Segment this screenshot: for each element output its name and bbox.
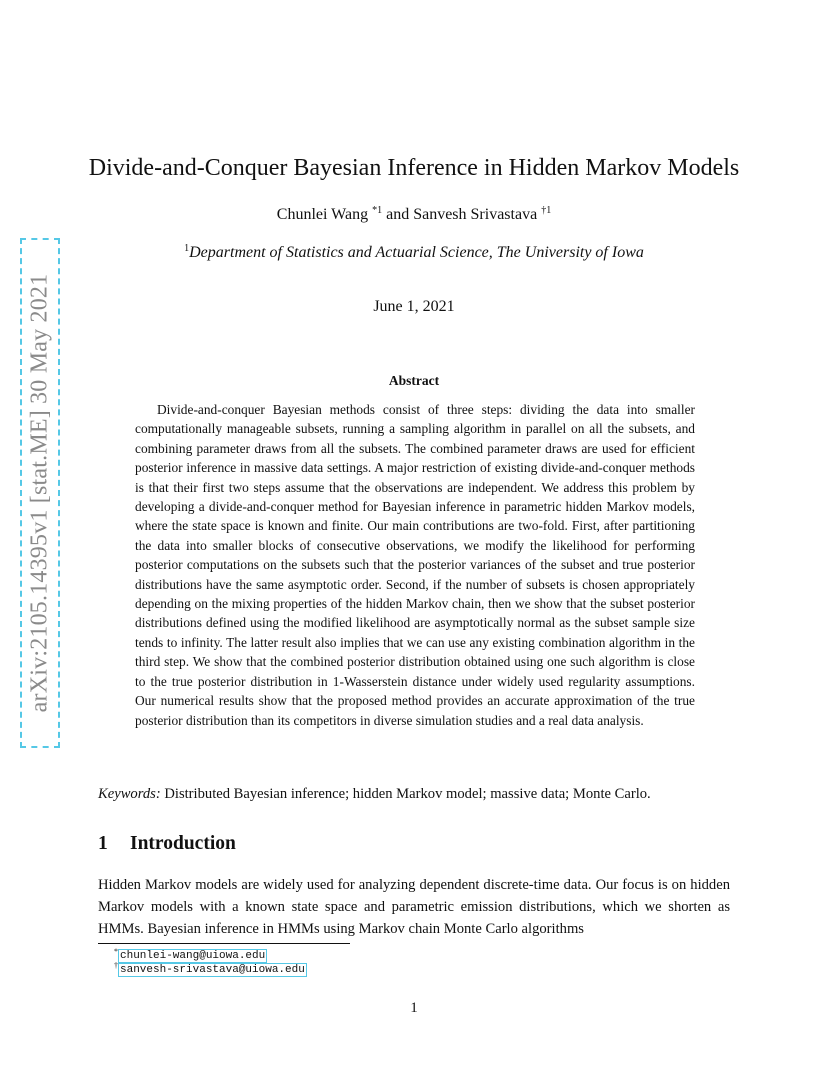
section-heading: [98, 833, 236, 855]
footnote-rule: [98, 943, 350, 944]
footnote-mark-2: †: [114, 961, 118, 970]
footnote-mark-1: *: [114, 947, 118, 956]
abstract-heading: Abstract: [388, 373, 440, 388]
email-link-2[interactable]: sanvesh-srivastava@uiowa.edu: [120, 964, 305, 976]
section-title: Introduction: [130, 833, 236, 854]
author-mark-1: *1: [372, 205, 383, 216]
author-name-2: Sanvesh Srivastava: [413, 206, 538, 223]
author-mark-2: †1: [541, 205, 552, 216]
footnote-1: [114, 949, 267, 962]
affiliation-text: Department of Statistics and Actuarial Science, The University of Iowa: [189, 244, 644, 261]
affiliation: [0, 244, 828, 262]
paper-title: Divide-and-Conquer Bayesian Inference in Hidden Markov Models: [88, 155, 740, 181]
keywords-label: Keywords:: [98, 786, 161, 802]
footnote-2: [114, 963, 307, 976]
author-name-1: Chunlei Wang: [276, 206, 369, 223]
section-number: 1: [98, 833, 108, 854]
abstract-text: Divide-and-conquer Bayesian methods consist of three steps: dividing the data into smaller computationally manageable subsets, running a sampling algorithm in parallel on all the subsets, and combining parameter draws from all the subsets. The combined parameter draws are used for efficient posterior inference in massive data settings. A major restriction of existing divide-and-conquer methods is that their first two steps assume that the observations are independent. We address this problem by developing a divide-and-conquer method for Bayesian inference in parametric hidden Markov models, where the state space is known and finite. Our main contributions are two-fold. First, after partitioning the data into smaller blocks of consecutive observations, we modify the likelihood for performing posterior computations on the subsets such that the posterior variances of the subset and true posterior distributions have the same asymptotic order. Second, if the number of subsets is chosen appropriately depending on the mixing properties of the hidden Markov chain, then we show that the subset posterior distributions defined using the modified likelihood are asymptotically normal as the subset sample size tends to infinity. The latter result also implies that we can use any existing combination algorithm in the third step. We show that the combined posterior distribution obtained using one such algorithm is close to the true posterior distribution in 1-Wasserstein distance under widely used regularity assumptions. Our numerical results show that the proposed method provides an accurate approximation of the true posterior distribution than its competitors in diverse simulation studies and a real data analysis.: [135, 402, 695, 728]
publication-date: June 1, 2021: [373, 298, 455, 315]
introduction-text: Hidden Markov models are widely used for analyzing dependent discrete-time data. Our focus is on hidden Markov models with a known state space and parametric emission distributions, which we shorten as HMMs. Bayesian inference in HMMs using Markov chain Monte Carlo algorithms: [98, 877, 730, 937]
email-link-1[interactable]: chunlei-wang@uiowa.edu: [120, 950, 266, 962]
affiliation-mark: 1: [184, 243, 190, 254]
arxiv-identifier-text: arXiv:2105.14395v1 [stat.ME] 30 May 2021: [26, 273, 53, 713]
keywords-line: [98, 786, 738, 803]
author-connector: and: [386, 206, 410, 223]
keywords-text: Distributed Bayesian inference; hidden Markov model; massive data; Monte Carlo.: [164, 786, 651, 802]
author-line: [0, 206, 828, 224]
page-number: 1: [410, 1000, 418, 1016]
